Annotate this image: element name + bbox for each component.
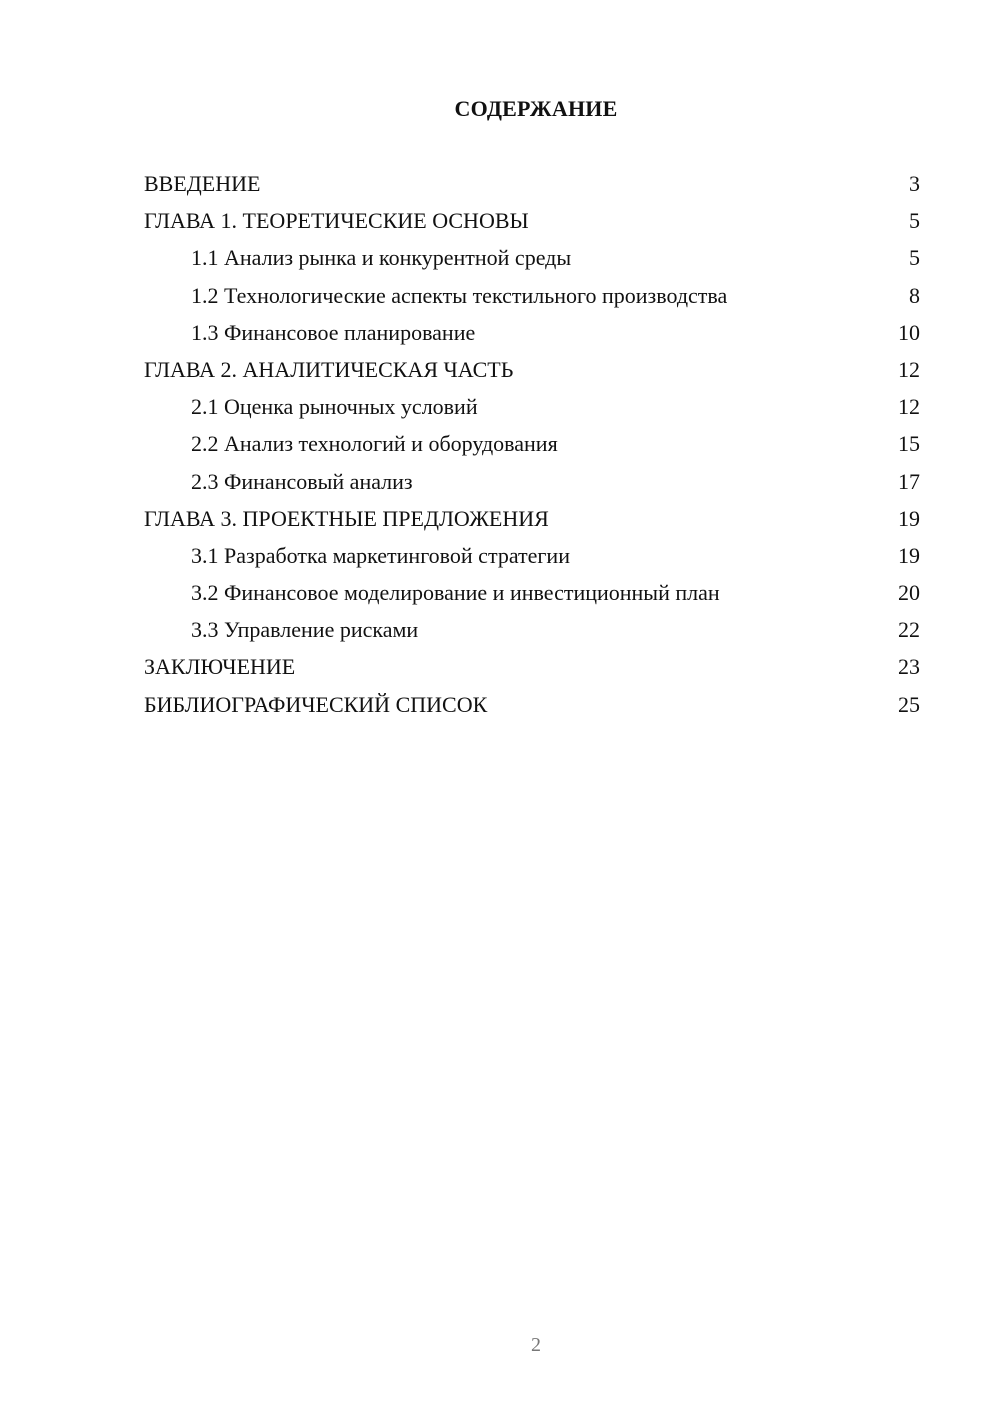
- toc-entry-label: ВВЕДЕНИЕ: [144, 171, 261, 196]
- toc-entry-page: 23: [898, 654, 920, 680]
- toc-entry-section-3-2[interactable]: [144, 574, 920, 611]
- toc-entry-section-3-1[interactable]: [144, 537, 920, 574]
- toc-entry-page: 17: [898, 468, 920, 494]
- toc-entry-page: 12: [898, 356, 920, 382]
- toc-entry-label: 1.1 Анализ рынка и конкурентной среды: [191, 245, 572, 271]
- toc-entry-label: ГЛАВА 1. ТЕОРЕТИЧЕСКИЕ ОСНОВЫ: [144, 208, 529, 234]
- toc-entry-section-3-3[interactable]: [144, 611, 920, 648]
- toc-entry-label: 2.3 Финансовый анализ: [191, 468, 413, 494]
- toc-entry-bibliography[interactable]: [144, 686, 920, 723]
- toc-entry-page: 5: [909, 245, 920, 271]
- toc-entry-label: 2.2 Анализ технологий и оборудования: [191, 431, 558, 457]
- toc-entry-chapter-3[interactable]: [144, 500, 920, 537]
- table-of-contents: [144, 165, 920, 723]
- toc-entry-label: 3.2 Финансовое моделирование и инвестиционный план: [191, 580, 720, 606]
- toc-entry-page: 8: [909, 282, 920, 308]
- toc-entry-label: БИБЛИОГРАФИЧЕСКИЙ СПИСОК: [144, 691, 488, 717]
- toc-entry-label: 1.2 Технологические аспекты текстильного производства: [191, 282, 728, 308]
- toc-entry-chapter-2[interactable]: [144, 351, 920, 388]
- toc-entry-page: 19: [898, 542, 920, 568]
- toc-entry-page: 15: [898, 431, 920, 457]
- toc-entry-page: 3: [909, 171, 920, 196]
- toc-entry-page: 19: [898, 505, 920, 531]
- page-number: 2: [531, 1334, 541, 1356]
- toc-entry-section-1-3[interactable]: [144, 314, 920, 351]
- toc-entry-section-1-2[interactable]: [144, 277, 920, 314]
- toc-entry-section-1-1[interactable]: [144, 239, 920, 276]
- toc-entry-chapter-1[interactable]: [144, 202, 920, 239]
- toc-entry-label: 3.3 Управление рисками: [191, 617, 419, 643]
- toc-entry-section-2-3[interactable]: [144, 463, 920, 500]
- toc-entry-label: 1.3 Финансовое планирование: [191, 319, 476, 345]
- page-title: СОДЕРЖАНИЕ: [454, 96, 618, 121]
- toc-entry-page: 22: [898, 617, 920, 643]
- toc-entry-page: 12: [898, 394, 920, 420]
- toc-entry-label: 2.1 Оценка рыночных условий: [191, 394, 478, 420]
- toc-entry-label: ГЛАВА 2. АНАЛИТИЧЕСКАЯ ЧАСТЬ: [144, 356, 514, 382]
- toc-entry-conclusion[interactable]: [144, 648, 920, 685]
- toc-entry-section-2-2[interactable]: [144, 425, 920, 462]
- toc-entry-label: ГЛАВА 3. ПРОЕКТНЫЕ ПРЕДЛОЖЕНИЯ: [144, 505, 549, 531]
- toc-entry-page: 25: [898, 691, 920, 717]
- toc-entry-page: 20: [898, 580, 920, 606]
- toc-entry-label: 3.1 Разработка маркетинговой стратегии: [191, 542, 570, 568]
- toc-entry-introduction[interactable]: [144, 165, 920, 202]
- toc-entry-section-2-1[interactable]: [144, 388, 920, 425]
- toc-entry-page: 5: [909, 208, 920, 234]
- toc-entry-page: 10: [898, 319, 920, 345]
- toc-entry-label: ЗАКЛЮЧЕНИЕ: [144, 654, 296, 680]
